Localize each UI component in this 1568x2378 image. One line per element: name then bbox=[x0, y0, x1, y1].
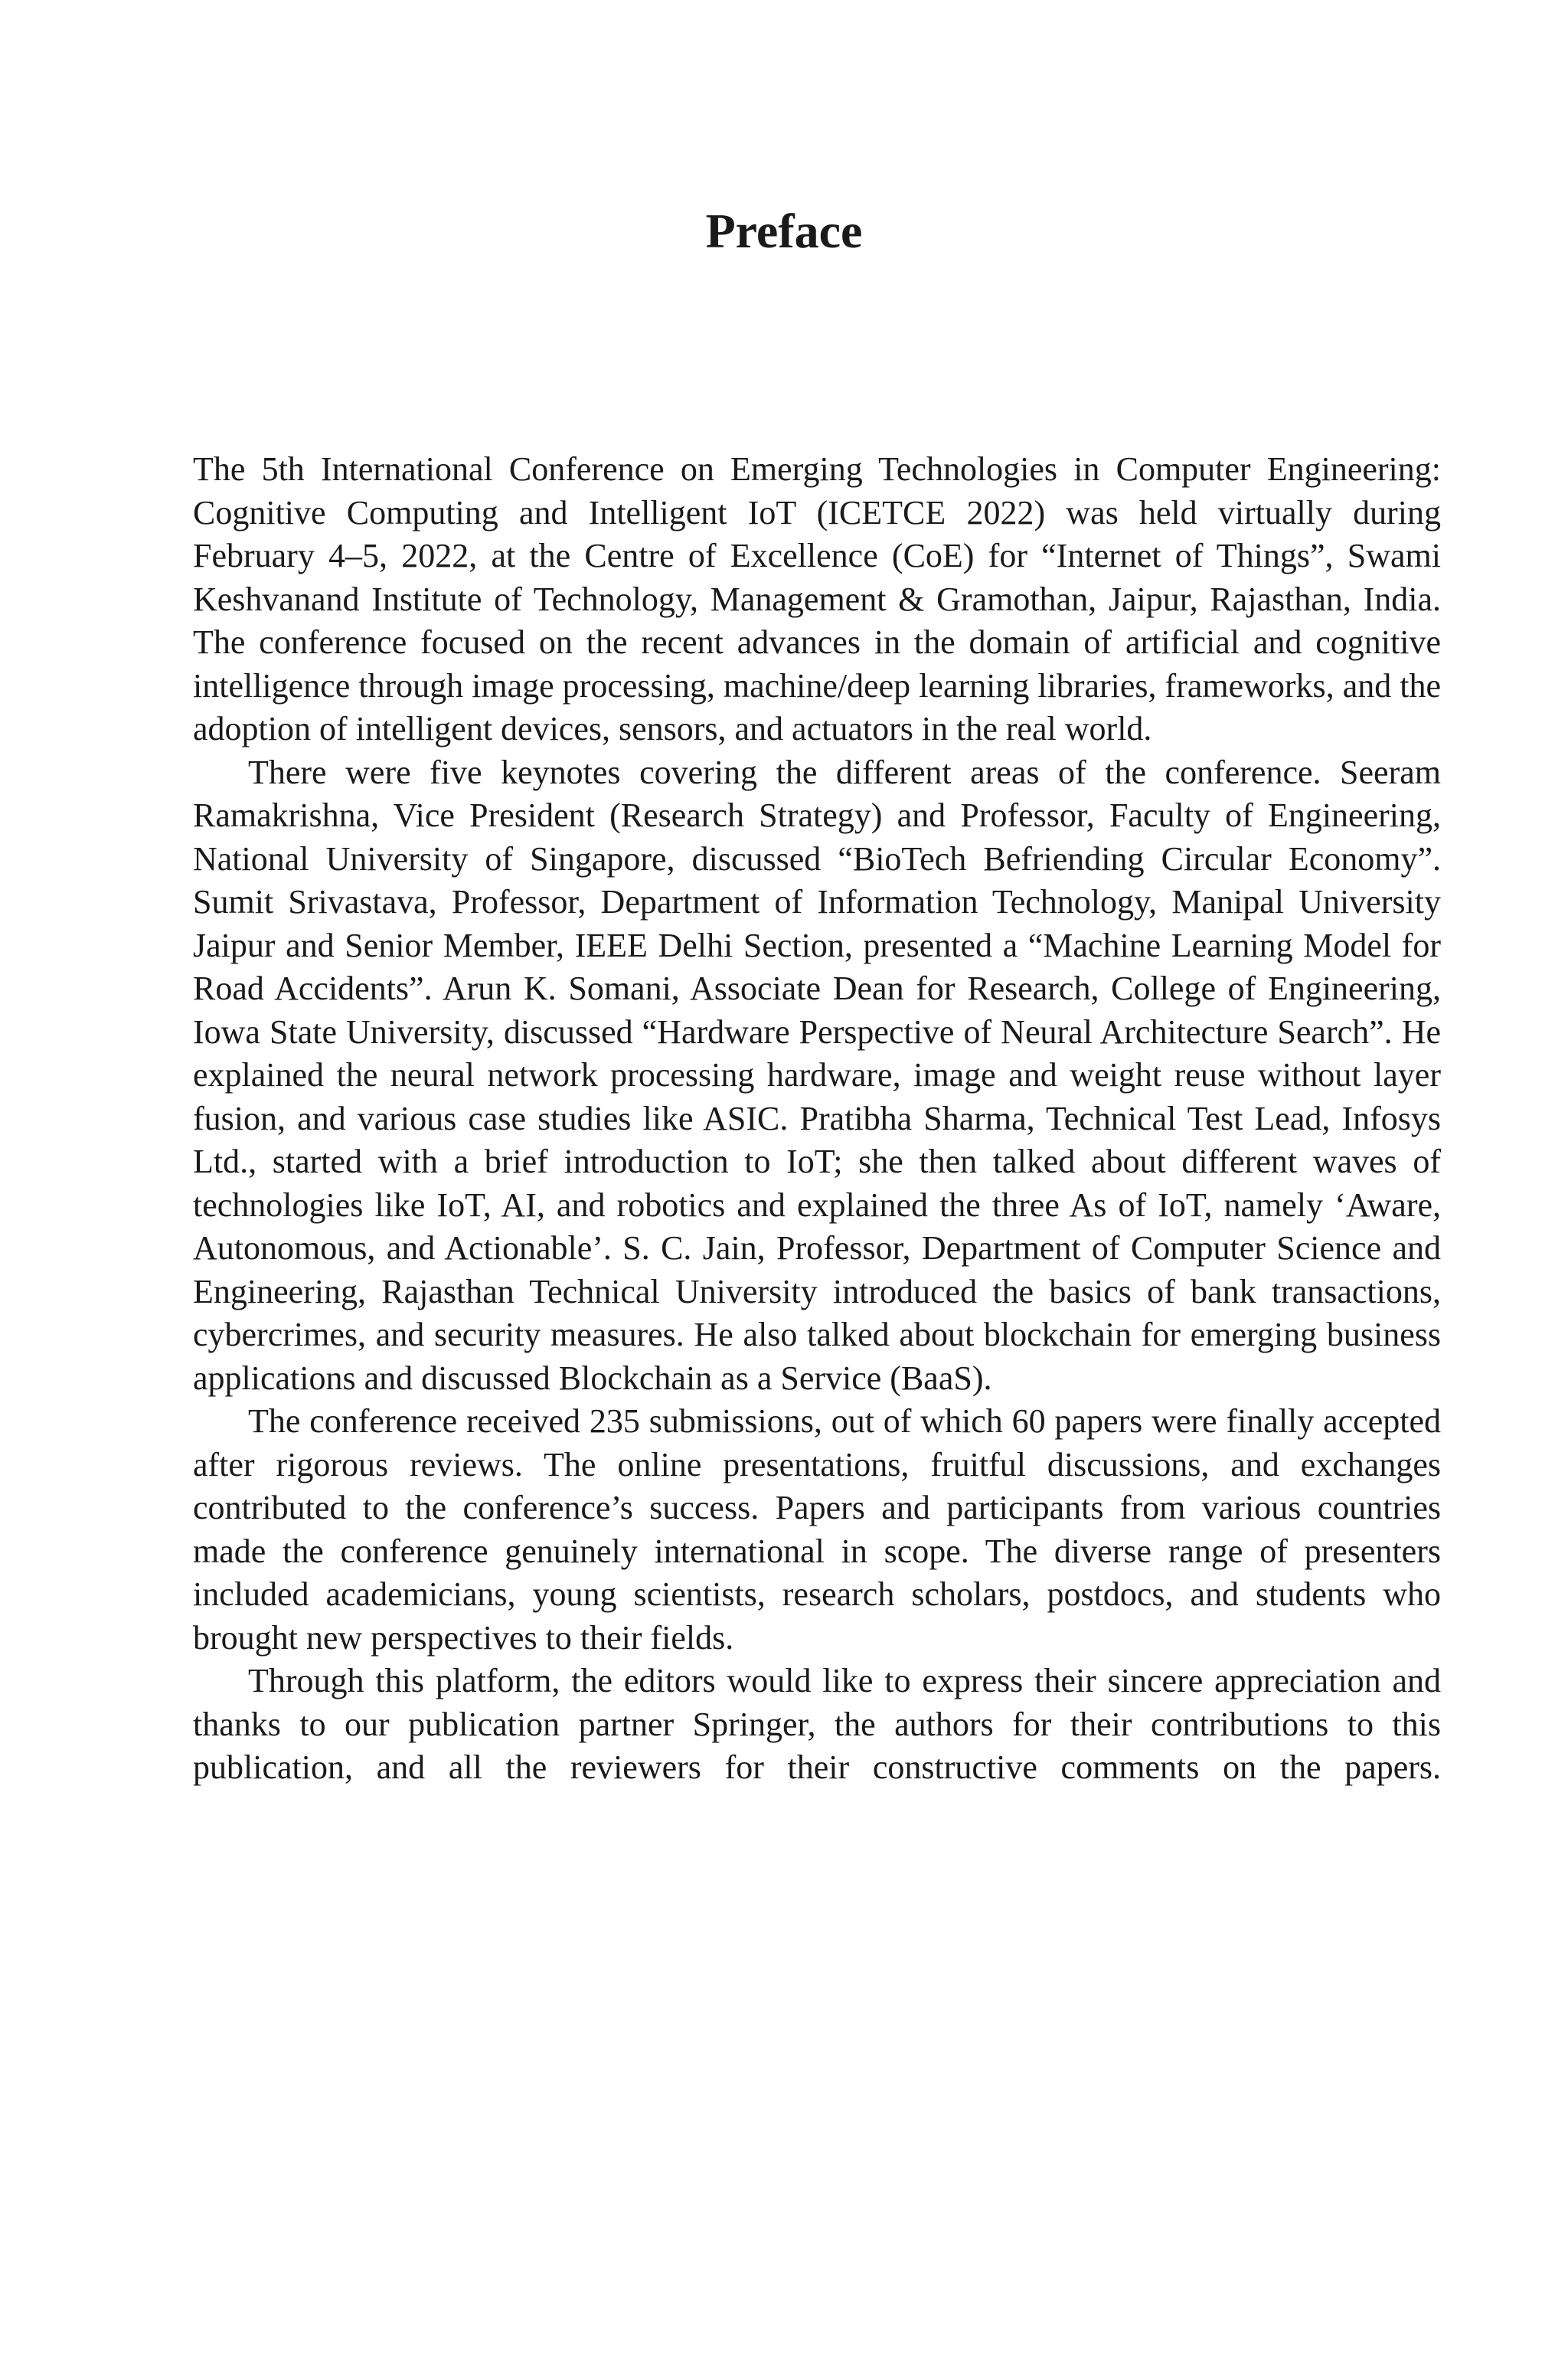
paragraph-conference-overview: The 5th International Conference on Emerging Technologies in Computer Engineering: Cognitive Computing and Intelligent IoT (ICETCE 2022) was held virtually during February 4–5, 2022, at the Centre of Excellence (CoE) for “Internet of Things”, Swami Keshvanand Institute of Technology, Management & Gramothan, Jaipur, Rajasthan, India. The conference focused on the recent advances in the domain of artificial and cognitive intelligence through image processing, machine/deep learning libraries, frameworks, and the adoption of intelligent devices, sensors, and actuators in the real world. bbox=[193, 450, 1441, 747]
paragraph-submissions: The conference received 235 submissions, out of which 60 papers were finally accepted after rigorous reviews. The online presentations, fruitful discussions, and exchanges contributed to the conference’s success. Papers and participants from various countries made the conference genuinely international in scope. The diverse range of presenters included academicians, young scientists, research scholars, postdocs, and students who brought new perspectives to their fields. bbox=[193, 1402, 1441, 1657]
page-title: Preface bbox=[705, 204, 863, 258]
paragraph-keynotes: There were five keynotes covering the different areas of the conference. Seeram Ramakrishna, Vice President (Research Strategy) and Professor, Faculty of Engineering, National University of Singapore, discussed “BioTech Befriending Circular Economy”. Sumit Srivastava, Professor, Department of Information Technology, Manipal University Jaipur and Senior Member, IEEE Delhi Section, presented a “Machine Learning Model for Road Accidents”. Arun K. Somani, Associate Dean for Research, College of Engineering, Iowa State University, discussed “Hardware Perspective of Neural Architecture Search”. He explained the neural network processing hardware, image and weight reuse without layer fusion, and various case studies like ASIC. Pratibha Sharma, Technical Test Lead, Infosys Ltd., started with a brief introduction to IoT; she then talked about different waves of technologies like IoT, AI, and robotics and explained the three As of IoT, namely ‘Aware, Autonomous, and Actionable’. S. C. Jain, Professor, Department of Computer Science and Engineering, Rajasthan Technical University introduced the basics of bank transactions, cybercrimes, and security measures. He also talked about blockchain for emerging business applications and discussed Blockchain as a Service (BaaS). bbox=[193, 753, 1441, 1397]
preface-body bbox=[193, 448, 1441, 1790]
paragraph-acknowledgements: Through this platform, the editors would like to express their sincere appreciation and thanks to our publication partner Springer, the authors for their contributions to this publication, and all the reviewers for their constructive comments on the papers. bbox=[193, 1662, 1441, 1786]
